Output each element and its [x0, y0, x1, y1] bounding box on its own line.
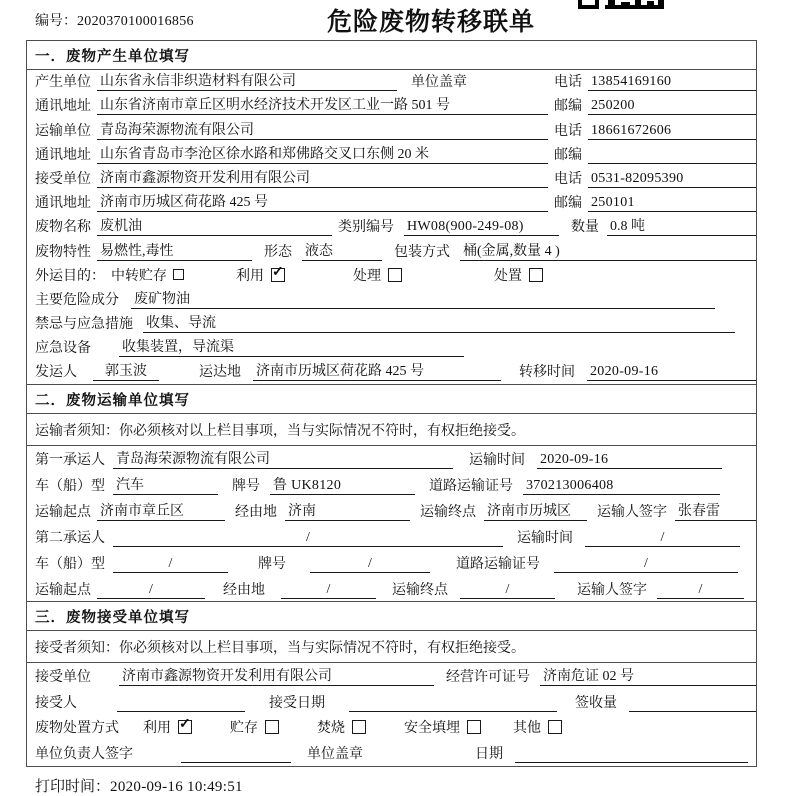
checkbox-icon — [271, 268, 285, 282]
section3-heading: 三．废物接受单位填写 — [27, 602, 756, 631]
disposal-option-other — [513, 717, 562, 737]
road-permit1-value: 370213006408 — [523, 478, 720, 495]
qr-code-fragment — [578, 0, 666, 9]
receiver-notice: 接受者须知：你必须核对以上栏目事项，当与实际情况不符时，有权拒绝接受。 — [27, 631, 756, 663]
origin1-value: 济南市章丘区 — [97, 500, 225, 521]
transport-time1-value: 2020-09-16 — [537, 452, 722, 469]
disposal-option-label: 安全填埋 — [404, 721, 460, 737]
waste-name-row — [27, 215, 756, 239]
waste-name-value: 废机油 — [97, 215, 332, 236]
checkbox-icon — [178, 720, 192, 734]
producer-zip-value: 250200 — [588, 98, 756, 115]
receiver-address-value: 济南市历城区荷花路 425 号 — [97, 191, 548, 212]
form-title: 危险废物转移联单 — [326, 9, 535, 36]
plate1-value: 鲁 UK8120 — [270, 474, 415, 495]
carrier-sign2-label: 运输人签字 — [577, 582, 647, 598]
carrier-sign1-value: 张春雷 — [675, 500, 756, 521]
receiving-person-row — [27, 689, 756, 715]
category-value: HW08(900-249-08) — [404, 219, 559, 236]
transporter-address-label: 通讯地址 — [35, 147, 91, 163]
disposal-option-label: 利用 — [143, 721, 171, 737]
transporter-zip-value — [588, 147, 756, 164]
section-producer — [26, 40, 757, 385]
transfer-purpose-label: 外运目的： — [35, 268, 105, 284]
producer-label: 产生单位 — [35, 75, 91, 91]
checkbox-icon — [173, 269, 184, 280]
road-permit1-label: 道路运输证号 — [429, 478, 513, 494]
print-time-label: 打印时间： — [35, 778, 111, 795]
road-permit2-value: / — [554, 556, 738, 573]
producer-zip-label: 邮编 — [554, 99, 582, 115]
category-label: 类别编号 — [338, 220, 394, 236]
second-carrier-row — [27, 524, 756, 550]
destination-value: 济南市历城区荷花路 425 号 — [253, 360, 501, 381]
form-state-value: 液态 — [302, 240, 382, 261]
producer-address-value: 山东省济南市章丘区明水经济技术开发区工业一路 501 号 — [97, 94, 548, 115]
consignor-row — [27, 360, 756, 384]
via2-value: / — [281, 582, 376, 599]
responsible-sign-value — [181, 746, 291, 763]
transporter-value: 青岛海荣源物流有限公司 — [97, 119, 548, 140]
receiver-value: 济南市鑫源物资开发利用有限公司 — [97, 167, 548, 188]
receiving-date-label: 接受日期 — [269, 695, 325, 711]
receiver-row — [27, 167, 756, 191]
license-value: 济南危证 02 号 — [540, 665, 756, 686]
waste-character-value: 易燃性,毒性 — [97, 240, 252, 261]
transport-time2-value: / — [585, 530, 740, 547]
producer-address-row — [27, 94, 756, 118]
disposal-option-recycle — [143, 717, 192, 737]
vehicle-type2-value: / — [113, 556, 228, 573]
packing-label: 包装方式 — [394, 244, 450, 260]
origin1-label: 运输起点 — [35, 504, 91, 520]
checkbox-icon — [265, 720, 279, 734]
checkbox-icon — [548, 720, 562, 734]
checkbox-icon — [467, 720, 481, 734]
second-carrier-value: / — [113, 530, 503, 547]
end1-value: 济南市历城区 — [484, 500, 587, 521]
form-state-label: 形态 — [264, 244, 292, 260]
transporter-address-row — [27, 143, 756, 167]
carrier-sign1-label: 运输人签字 — [597, 504, 667, 520]
hazard-component-label: 主要危险成分 — [35, 292, 119, 308]
unit-stamp-label: 单位盖章 — [411, 75, 467, 91]
receiving-unit-value: 济南市鑫源物资开发利用有限公司 — [119, 665, 434, 686]
origin2-label: 运输起点 — [35, 582, 91, 598]
sign-date-label: 日期 — [475, 746, 503, 762]
doc-number-label: 编号： — [35, 14, 77, 29]
receiver-zip-label: 邮编 — [554, 196, 582, 212]
disposal-option-label: 焚烧 — [317, 721, 345, 737]
receiving-date-value — [349, 695, 557, 712]
first-carrier-label: 第一承运人 — [35, 452, 105, 468]
first-carrier-row — [27, 446, 756, 472]
vehicle-type2-label: 车（船）型 — [35, 556, 105, 572]
transport-time1-label: 运输时间 — [469, 452, 525, 468]
waste-character-label: 废物特性 — [35, 244, 91, 260]
receiver-zip-value: 250101 — [588, 195, 756, 212]
receiving-unit-label: 接受单位 — [35, 670, 91, 686]
receiver-address-row — [27, 191, 756, 215]
transfer-purpose-row — [27, 264, 756, 288]
road-permit2-label: 道路运输证号 — [456, 556, 540, 572]
hazard-component-value: 废矿物油 — [131, 288, 715, 309]
producer-row — [27, 70, 756, 94]
destination-label: 运达地 — [199, 365, 241, 381]
print-time-row — [35, 775, 796, 796]
transporter-label: 运输单位 — [35, 123, 91, 139]
consignor-value: 郭玉波 — [93, 360, 159, 381]
packing-value: 桶(金属,数量 4 ) — [460, 240, 756, 261]
consignor-label: 发运人 — [35, 365, 77, 381]
section-transporter — [26, 384, 757, 603]
emergency-measures-label: 禁忌与应急措施 — [35, 317, 133, 333]
waste-name-label: 废物名称 — [35, 220, 91, 236]
purpose-option-label: 处理 — [353, 268, 381, 284]
transport-time2-label: 运输时间 — [517, 530, 573, 546]
purpose-option-treat — [353, 265, 402, 285]
receiver-tel-value: 0531-82095390 — [588, 171, 756, 188]
transfer-date-label: 转移时间 — [519, 365, 575, 381]
disposal-option-incinerate — [317, 717, 366, 737]
receiving-unit-row — [27, 663, 756, 689]
first-carrier-value: 青岛海荣源物流有限公司 — [113, 448, 453, 469]
producer-value: 山东省永信非织造材料有限公司 — [97, 70, 397, 91]
producer-address-label: 通讯地址 — [35, 99, 91, 115]
end2-value: / — [460, 582, 555, 599]
vehicle-type1-label: 车（船）型 — [35, 478, 105, 494]
checkbox-icon — [388, 268, 402, 282]
waste-character-row — [27, 239, 756, 263]
disposal-option-storage — [230, 717, 279, 737]
checkbox-icon — [352, 720, 366, 734]
signed-amount-label: 签收量 — [575, 695, 617, 711]
purpose-option-dispose — [494, 265, 543, 285]
checkbox-icon — [529, 268, 543, 282]
transporter-zip-label: 邮编 — [554, 147, 582, 163]
second-carrier-label: 第二承运人 — [35, 530, 105, 546]
section1-heading: 一．废物产生单位填写 — [27, 41, 756, 70]
purpose-option-label: 利用 — [236, 268, 264, 284]
transporter-notice: 运输者须知：你必须核对以上栏目事项，当与实际情况不符时，有权拒绝接受。 — [27, 414, 756, 446]
transporter-address-value: 山东省青岛市李沧区徐水路和郑佛路交叉口东侧 20 米 — [97, 143, 548, 164]
quantity-label: 数量 — [571, 220, 599, 236]
quantity-value: 0.8 吨 — [607, 215, 756, 236]
purpose-option-label: 中转贮存 — [111, 268, 167, 284]
emergency-measures-value: 收集、导流 — [143, 312, 735, 333]
purpose-option-label: 处置 — [494, 268, 522, 284]
route2-row — [27, 576, 756, 602]
section2-heading: 二．废物运输单位填写 — [27, 385, 756, 414]
producer-tel-value: 13854169160 — [588, 74, 756, 91]
via2-label: 经由地 — [223, 582, 265, 598]
license-label: 经营许可证号 — [446, 670, 530, 686]
sign-date-value — [515, 746, 748, 763]
producer-tel-label: 电话 — [554, 75, 582, 91]
receiving-person-label: 接受人 — [35, 695, 77, 711]
disposal-option-label: 贮存 — [230, 721, 258, 737]
via1-label: 经由地 — [235, 504, 277, 520]
end1-label: 运输终点 — [420, 504, 476, 520]
vehicle1-row — [27, 472, 756, 498]
receiver-stamp-label: 单位盖章 — [307, 746, 363, 762]
transfer-date-value: 2020-09-16 — [587, 364, 756, 381]
responsible-sign-label: 单位负责人签字 — [35, 746, 133, 762]
origin2-value: / — [97, 582, 205, 599]
plate1-label: 牌号 — [232, 478, 260, 494]
emergency-equipment-row — [27, 336, 756, 360]
plate2-label: 牌号 — [258, 556, 286, 572]
vehicle-type1-value: 汽车 — [113, 474, 218, 495]
via1-value: 济南 — [285, 500, 410, 521]
purpose-option-transfer-storage — [111, 265, 184, 285]
route1-row — [27, 498, 756, 524]
emergency-equipment-value: 收集装置，导流渠 — [119, 336, 464, 357]
receiver-address-label: 通讯地址 — [35, 196, 91, 212]
section-receiver — [26, 601, 757, 766]
form-header — [0, 0, 796, 40]
disposal-method-row — [27, 715, 756, 741]
print-time-value: 2020-09-16 10:49:51 — [110, 778, 243, 795]
emergency-equipment-label: 应急设备 — [35, 341, 91, 357]
carrier-sign2-value: / — [657, 582, 744, 599]
hazard-component-row — [27, 288, 756, 312]
doc-number-value: 2020370100016856 — [77, 14, 194, 29]
emergency-measures-row — [27, 312, 756, 336]
transporter-tel-value: 18661672606 — [588, 123, 756, 140]
purpose-option-recycle — [236, 265, 285, 285]
responsible-sign-row — [27, 740, 756, 766]
disposal-method-label: 废物处置方式 — [35, 721, 119, 737]
receiver-tel-label: 电话 — [554, 171, 582, 187]
end2-label: 运输终点 — [392, 582, 448, 598]
receiver-label: 接受单位 — [35, 171, 91, 187]
disposal-option-landfill — [404, 717, 481, 737]
disposal-option-label: 其他 — [513, 721, 541, 737]
transporter-row — [27, 118, 756, 142]
transporter-tel-label: 电话 — [554, 123, 582, 139]
receiving-person-value — [117, 695, 245, 712]
signed-amount-value — [629, 695, 756, 712]
vehicle2-row — [27, 550, 756, 576]
plate2-value: / — [310, 556, 430, 573]
